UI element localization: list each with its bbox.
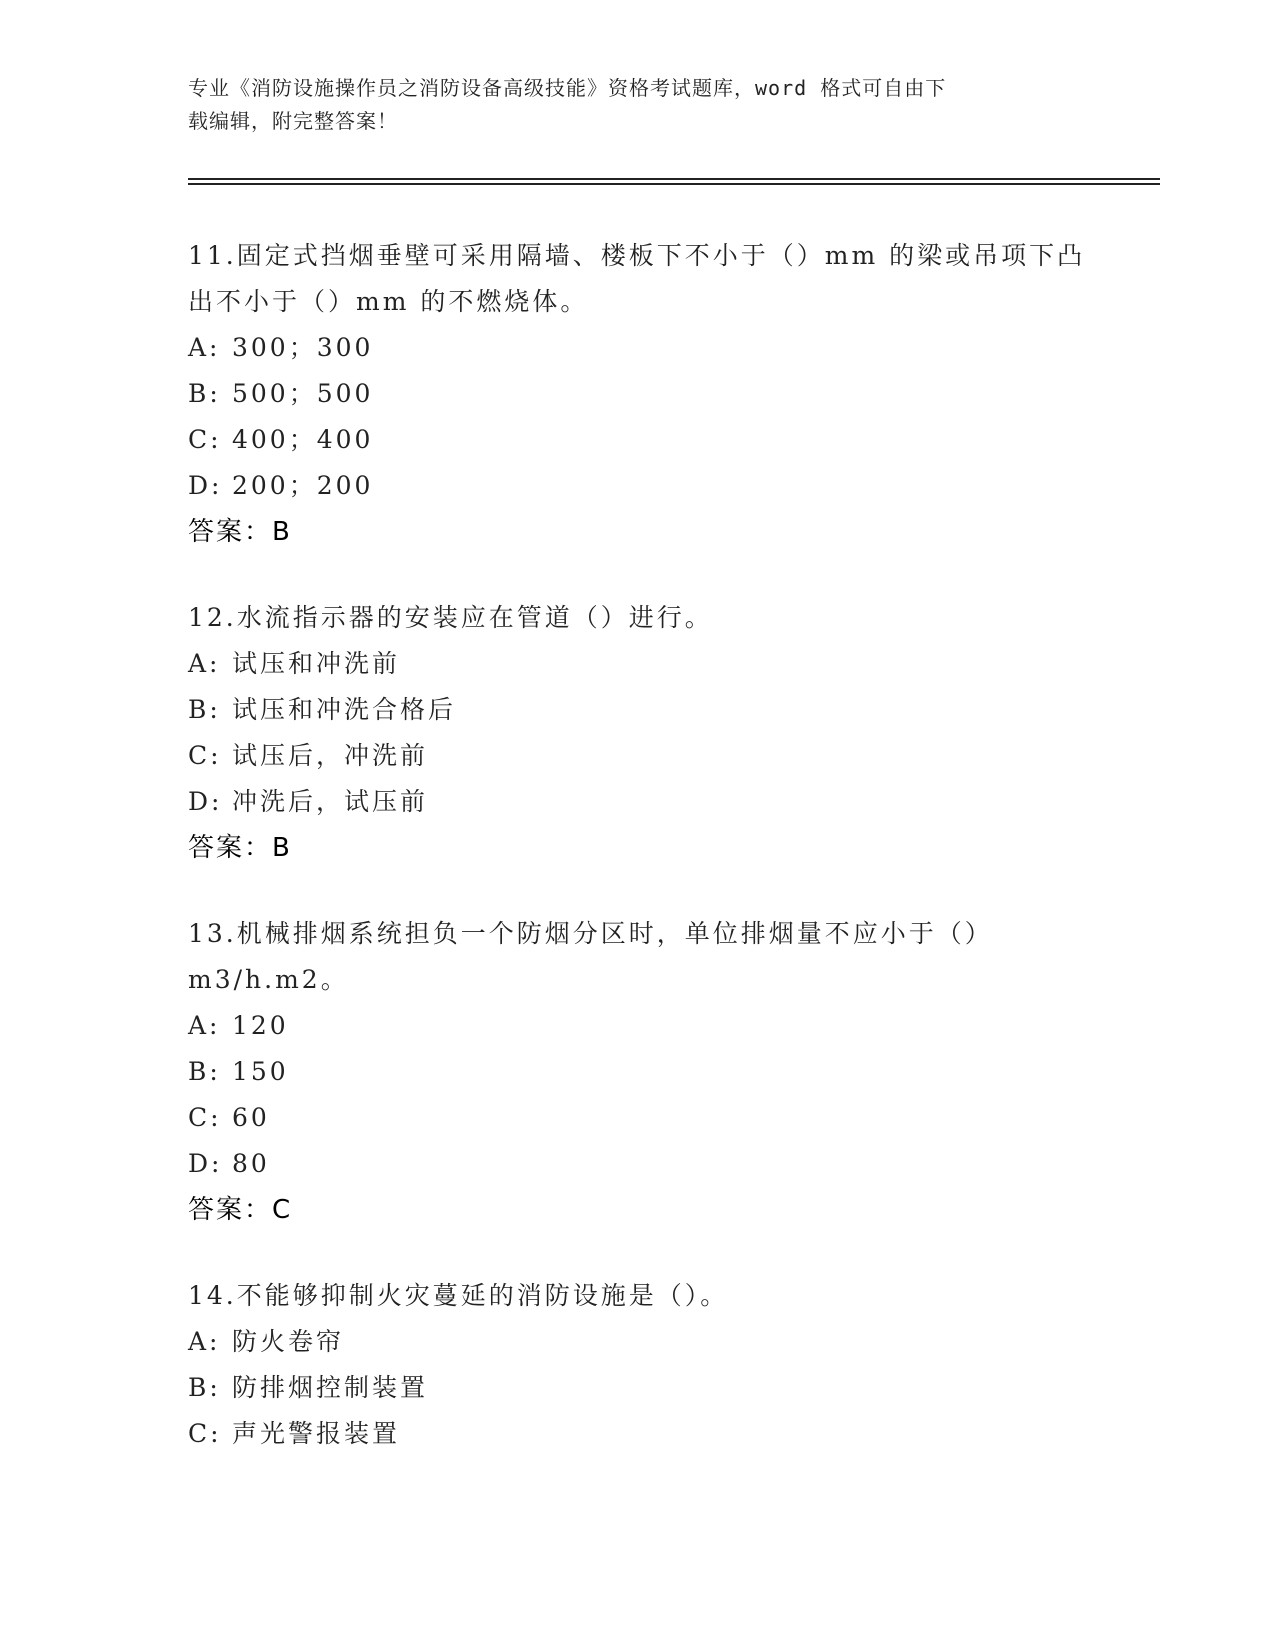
option-letter: A: — [188, 333, 221, 362]
header-line-1: 专业《消防设施操作员之消防设备高级技能》资格考试题库，word 格式可自由下 — [188, 76, 947, 100]
option-letter: D: — [188, 787, 223, 816]
option-text: 试压后，冲洗前 — [232, 741, 429, 770]
option-text: 试压和冲洗合格后 — [232, 695, 457, 724]
answer-line: 答案：B — [188, 517, 292, 547]
option-letter: D: — [188, 471, 223, 500]
option-d — [188, 463, 1088, 509]
option-text: 200；200 — [232, 471, 374, 500]
option-d — [188, 1141, 1088, 1187]
option-text: 试压和冲洗前 — [232, 649, 401, 678]
option-text: 500；500 — [232, 379, 374, 408]
option-letter: B: — [188, 379, 221, 408]
answer-line: 答案：C — [188, 1195, 293, 1225]
option-text: 150 — [232, 1057, 289, 1086]
option-a — [188, 1003, 1088, 1049]
option-b — [188, 687, 1088, 733]
question-stem-line: m3/h.m2。 — [188, 965, 349, 994]
question-13 — [188, 911, 1088, 1233]
option-text: 400；400 — [232, 425, 374, 454]
option-letter: B: — [188, 1373, 221, 1402]
question-stem-line: 13.机械排烟系统担负一个防烟分区时，单位排烟量不应小于（） — [188, 919, 993, 948]
option-d — [188, 779, 1088, 825]
option-text: 60 — [232, 1103, 270, 1132]
option-text: 冲洗后，试压前 — [232, 787, 429, 816]
option-c — [188, 733, 1088, 779]
question-11 — [188, 233, 1088, 555]
option-letter: B: — [188, 695, 221, 724]
answer-line: 答案：B — [188, 833, 292, 863]
option-letter: C: — [188, 425, 222, 454]
question-12 — [188, 595, 1088, 871]
option-text: 300；300 — [232, 333, 374, 362]
question-stem-line: 出不小于（）mm 的不燃烧体。 — [188, 287, 589, 316]
option-b — [188, 371, 1088, 417]
option-b — [188, 1049, 1088, 1095]
header-rule-top — [188, 178, 1160, 180]
option-a — [188, 325, 1088, 371]
option-letter: A: — [188, 1327, 221, 1356]
option-a — [188, 641, 1088, 687]
header-line-2: 载编辑，附完整答案！ — [188, 109, 398, 133]
option-c — [188, 417, 1088, 463]
question-stem-line: 12.水流指示器的安装应在管道（）进行。 — [188, 603, 713, 632]
option-letter: C: — [188, 741, 222, 770]
question-stem-line: 14.不能够抑制火灾蔓延的消防设施是（）。 — [188, 1281, 729, 1310]
question-stem-line: 11.固定式挡烟垂壁可采用隔墙、楼板下不小于（）mm 的梁或吊项下凸 — [188, 241, 1086, 270]
option-c — [188, 1095, 1088, 1141]
option-text: 防火卷帘 — [232, 1327, 345, 1356]
option-a — [188, 1319, 1088, 1365]
header-rule-bottom — [188, 183, 1160, 185]
option-text: 防排烟控制装置 — [232, 1373, 429, 1402]
option-text: 声光警报装置 — [232, 1419, 401, 1448]
document-header — [188, 72, 1078, 138]
option-text: 120 — [232, 1011, 289, 1040]
option-text: 80 — [232, 1149, 270, 1178]
option-c — [188, 1411, 1088, 1457]
question-14 — [188, 1273, 1088, 1457]
option-letter: B: — [188, 1057, 221, 1086]
question-list — [188, 233, 1088, 1497]
option-letter: C: — [188, 1419, 222, 1448]
option-letter: C: — [188, 1103, 222, 1132]
option-letter: D: — [188, 1149, 223, 1178]
option-letter: A: — [188, 649, 221, 678]
option-letter: A: — [188, 1011, 221, 1040]
option-b — [188, 1365, 1088, 1411]
